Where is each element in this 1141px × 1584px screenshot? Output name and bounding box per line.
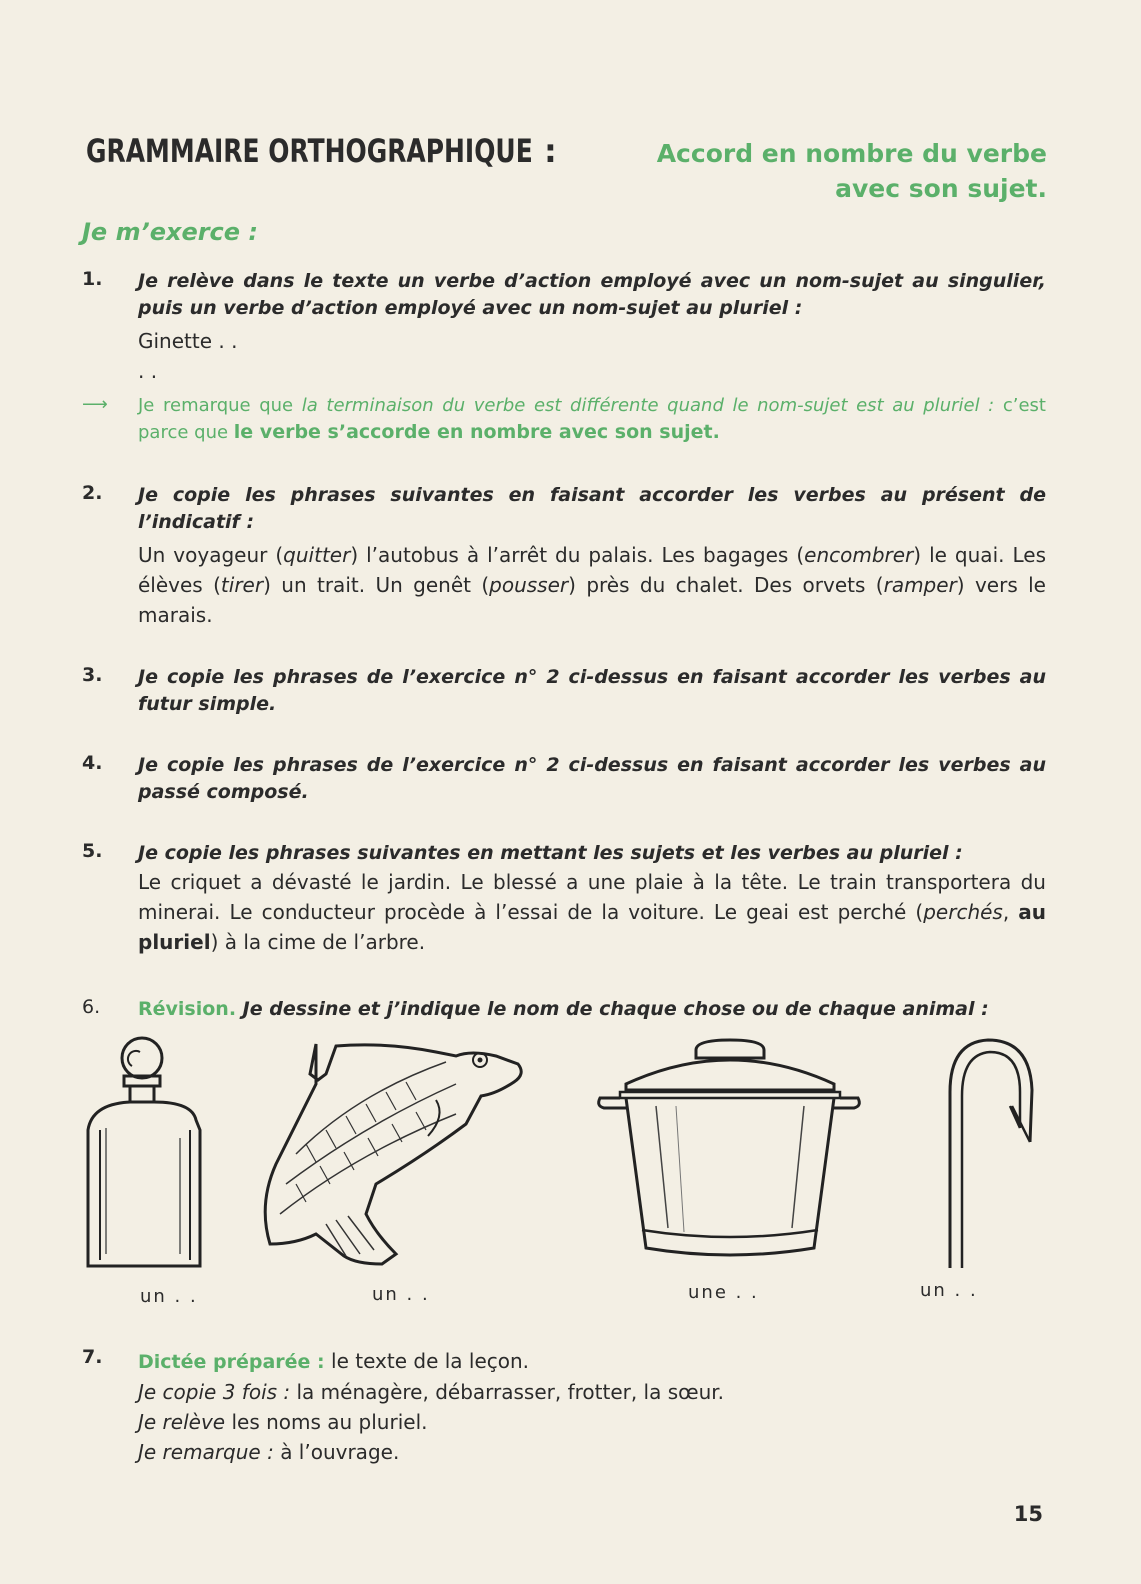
drawing-caption-2: un . . [372, 1284, 430, 1305]
arrow-icon: ⟶ [82, 394, 108, 415]
exercise-number: 3. [82, 664, 103, 686]
exercise-number: 2. [82, 482, 103, 504]
line-text: les noms au pluriel. [231, 1410, 428, 1434]
sentence-text: Un voyageur ( [138, 543, 284, 567]
remark-italic: la terminaison du verbe est différente quand le nom-sujet est au pluriel : [301, 395, 995, 416]
drawing-caption-1: un . . [140, 1286, 198, 1307]
verb-infinitive: pousser [489, 573, 569, 597]
bottle-drawing [80, 1030, 210, 1280]
exercise-number: 5. [82, 840, 103, 862]
instruction-text: Je dessine et j’indique le nom de chaque chose ou de chaque animal : [242, 998, 989, 1020]
exercise-1 [82, 268, 1046, 446]
verb-infinitive: quitter [283, 543, 351, 567]
line-lead: Je copie 3 fois : [138, 1380, 291, 1404]
verb-form: perchés [923, 900, 1003, 924]
dictation-line-2 [138, 1407, 1046, 1437]
sentence-text: ) près du chalet. Des orvets ( [568, 573, 884, 597]
sentence-text: ) vers le marais. [138, 573, 1046, 627]
section-topic [657, 136, 1047, 206]
exercise-instruction: Je copie les phrases suivantes en faisant accorder les verbes au présent de l’indicatif : [138, 484, 1046, 533]
hook-drawing [926, 1032, 1042, 1272]
exercise-7 [82, 1346, 1046, 1467]
exercise-number: 7. [82, 1346, 103, 1368]
exercise-instruction [138, 996, 1046, 1023]
line-text: à l’ouvrage. [280, 1440, 400, 1464]
verb-infinitive: tirer [220, 573, 264, 597]
exercise-5 [82, 840, 1046, 957]
dictation-line-1 [138, 1377, 1046, 1407]
section-title: GRAMMAIRE ORTHOGRAPHIQUE [86, 132, 533, 170]
sentence-text: ) à la cime de l’arbre. [210, 930, 426, 954]
answer-line-2: . . [138, 359, 158, 383]
remark-lead: Je remarque que [138, 395, 294, 416]
verb-infinitive: encombrer [804, 543, 914, 567]
exercise-sentences [138, 540, 1046, 630]
exercise-4 [82, 752, 1046, 806]
pot-drawing [596, 1036, 864, 1272]
dictation-intro [138, 1346, 1046, 1377]
topic-line-2: avec son sujet. [835, 174, 1047, 203]
remark [138, 392, 1046, 446]
exercise-number: 6. [82, 996, 101, 1018]
exercise-instruction: Je copie les phrases de l’exercice n° 2 ci-dessus en faisant accorder les verbes au futur simple. [138, 666, 1046, 715]
sentence-text: ) le quai. Les élèves ( [138, 543, 1046, 597]
drawing-caption-3: une . . [688, 1282, 759, 1303]
exercise-instruction: Je copie les phrases de l’exercice n° 2 ci-dessus en faisant accorder les verbes au passé composé. [138, 754, 1046, 803]
dictation-line-3 [138, 1437, 1046, 1467]
exercise-3 [82, 664, 1046, 718]
line-lead: Je remarque : [138, 1440, 274, 1464]
line-text: la ménagère, débarrasser, frotter, la sœur. [296, 1380, 725, 1404]
punctuation: , [1002, 900, 1010, 924]
verb-infinitive: ramper [883, 573, 957, 597]
exercise-6 [82, 996, 1046, 1023]
sentence-text: ) un trait. Un genêt ( [263, 573, 490, 597]
sentence-text: ) l’autobus à l’arrêt du palais. Les bagages ( [350, 543, 805, 567]
plural-note: au pluriel [138, 900, 1046, 954]
drawing-caption-4: un . . [920, 1280, 978, 1301]
remark-mid: c’est parce que [138, 395, 1046, 443]
answer-line-1: Ginette . . [138, 329, 238, 353]
dictation-label: Dictée préparée : [138, 1351, 325, 1373]
exercise-2 [82, 482, 1046, 630]
topic-line-1: Accord en nombre du verbe [656, 139, 1047, 168]
remark-rule: le verbe s’accorde en nombre avec son sujet. [233, 421, 720, 443]
exercise-instruction: Je copie les phrases suivantes en mettant les sujets et les verbes au pluriel : [138, 842, 963, 864]
exercise-subheading: Je m’exerce : [82, 218, 259, 246]
exercise-instruction: Je relève dans le texte un verbe d’action employé avec un nom-sujet au singulier, puis un verbe d’action employé avec un nom-sujet au pluriel : [138, 270, 1046, 319]
fish-drawing [256, 1034, 536, 1274]
page-number: 15 [1013, 1502, 1043, 1526]
line-lead: Je relève [138, 1410, 226, 1434]
dictation-intro-text: le texte de la leçon. [331, 1349, 530, 1373]
sentence-text: Le criquet a dévasté le jardin. Le blessé a une plaie à la tête. Le train transportera du minerai. Le conducteur procède à l’essai de la voiture. Le geai est perché ( [138, 870, 1046, 924]
exercise-number: 4. [82, 752, 103, 774]
exercise-sentences [138, 867, 1046, 957]
exercise-number: 1. [82, 268, 103, 290]
revision-label: Révision. [138, 998, 237, 1020]
title-colon: : [544, 132, 557, 170]
